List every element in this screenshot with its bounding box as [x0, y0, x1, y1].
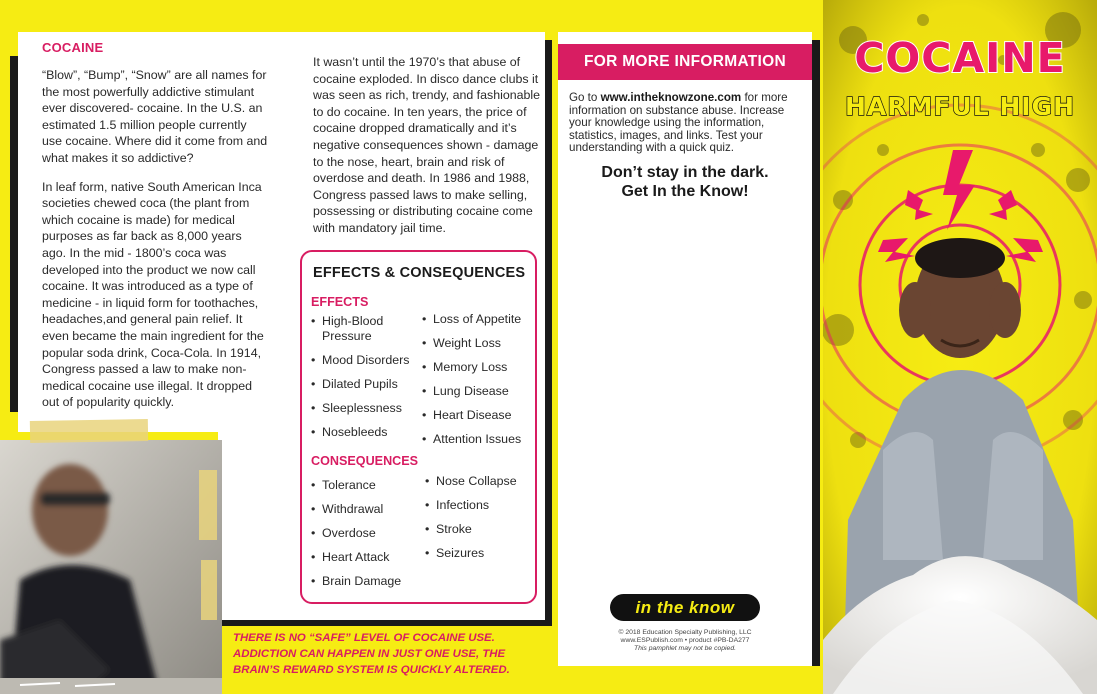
product-text: www.ESPublish.com • product #PB-DA277: [620, 637, 750, 644]
tagline-line-1: Don’t stay in the dark.: [601, 164, 769, 181]
info-text: [569, 92, 801, 155]
tape-strip-side: [199, 470, 217, 540]
consequence-item: • Nose Collapse: [425, 474, 535, 489]
effects-consequences-box: [300, 250, 537, 604]
consequence-item: • Tolerance: [311, 478, 421, 493]
consequence-item: • Brain Damage: [311, 574, 421, 589]
consequence-item: • Withdrawal: [311, 502, 421, 517]
website-link[interactable]: www.intheknowzone.com: [600, 91, 742, 104]
effect-item: • Nosebleeds: [311, 425, 421, 440]
black-accent-bar-right: [812, 40, 820, 666]
tape-strip-side-lower: [201, 560, 217, 620]
consequence-item: • Stroke: [425, 522, 535, 537]
cover-title: COCAINE: [854, 34, 1066, 82]
effect-item: • Mood Disorders: [311, 353, 421, 368]
in-the-know-logo: in the know: [610, 594, 760, 621]
consequence-item: • Seizures: [425, 546, 535, 561]
effects-heading: EFFECTS: [311, 295, 369, 309]
notice-text: This pamphlet may not be copied.: [633, 645, 736, 652]
info-text-before: Go to: [569, 91, 601, 104]
tagline-line-2: Get In the Know!: [621, 183, 749, 200]
warning-text: THERE IS NO “SAFE” LEVEL OF COCAINE USE. ADDICTION CAN HAPPEN IN JUST ONE USE, THE BRAIN’S REWARD SYSTEM IS QUICKLY ALTERED.: [233, 632, 510, 676]
history-paragraph: In leaf form, native South American Inca societies chewed coca (the plant from which cocaine is made) for medical purposes as far back as 8,000 years ago. In the mid - 1800’s coca was developed into the product we now call cocaine. It was introduced as a type of medicine - in liquid form for toothaches, headaches,and general pain relief. It even became the main ingredient for the popular soda drink, Coca-Cola. In 1914, Congress passed a law to make non-medical cocaine use illegal. It dropped out of popularity quickly.: [42, 179, 264, 410]
effect-item: • Lung Disease: [422, 384, 537, 399]
intro-column: [42, 40, 268, 411]
effect-item: • Memory Loss: [422, 360, 537, 375]
effects-list-1: [311, 314, 421, 449]
effect-item: • Attention Issues: [422, 432, 537, 447]
effects-box-title: EFFECTS & CONSEQUENCES: [313, 265, 526, 281]
cover-subtitle: HARMFUL HIGH: [844, 92, 1076, 121]
consequence-item: • Overdose: [311, 526, 421, 541]
cover-panel: [823, 0, 1097, 694]
effect-item: • Sleeplessness: [311, 401, 421, 416]
effect-item: • Dilated Pupils: [311, 377, 421, 392]
info-text-after: for more information on substance abuse. Increase your knowledge using the information, statistics, images, and links. Test your understanding with a quick quiz.: [569, 91, 788, 155]
copyright-text: © 2018 Education Specialty Publishing, LLC: [618, 629, 752, 636]
tape-strip-top: [30, 419, 148, 443]
consequence-item: • Infections: [425, 498, 535, 513]
info-header: FOR MORE INFORMATION: [558, 44, 812, 80]
consequences-list-2: [425, 474, 535, 570]
tagline: [562, 163, 808, 201]
abuse-paragraph: It wasn’t until the 1970’s that abuse of cocaine exploded. In disco dance clubs it was seen as rich, trendy, and fashionable to do cocaine. In ten years, the price of cocaine dropped dramatically and it’s negative consequences shown - damage to the nose, heart, brain and risk of overdose and death. In 1986 and 1988, Congress passed laws to make selling, possessing or distributing cocaine come with mandatory jail time.: [313, 55, 541, 235]
black-accent-bar-bottom: [222, 620, 552, 626]
black-accent-bar-mid: [545, 40, 552, 620]
section-title: COCAINE: [42, 40, 104, 55]
effect-item: • High-Blood Pressure: [311, 314, 421, 344]
consequences-heading: CONSEQUENCES: [311, 454, 419, 468]
effect-item: • Heart Disease: [422, 408, 537, 423]
effect-item: • Loss of Appetite: [422, 312, 537, 327]
effects-list-2: [422, 312, 537, 456]
blurred-man-photo: [0, 440, 222, 694]
intro-paragraph: “Blow”, “Bump”, “Snow” are all names for the most powerfully addictive stimulant ever discovered- cocaine. In the U.S. an estimated 1.5 million people currently use cocaine. Where did it come from and what makes it so addictive?: [42, 68, 268, 165]
consequence-item: • Heart Attack: [311, 550, 421, 565]
consequences-list-1: [311, 478, 421, 598]
effect-item: • Weight Loss: [422, 336, 537, 351]
history-column: [313, 54, 541, 237]
